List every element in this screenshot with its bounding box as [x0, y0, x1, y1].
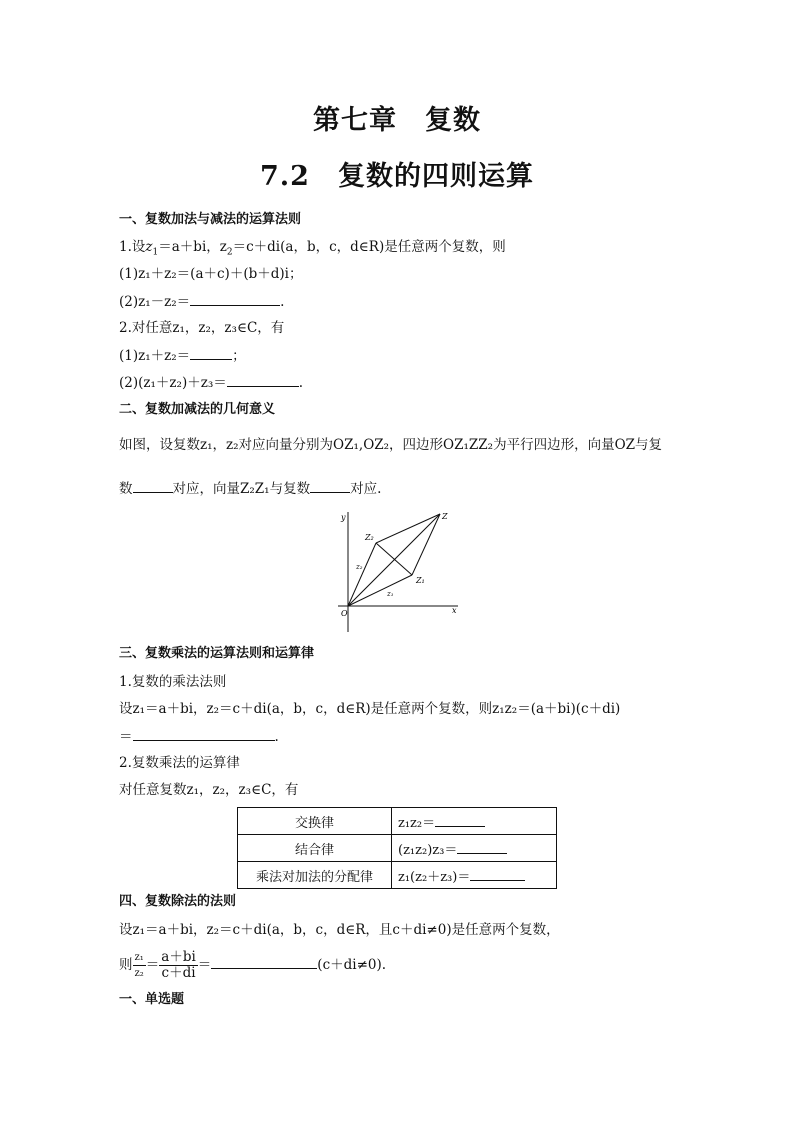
addition-rule: (1)z₁＋z₂＝(a＋c)＋(b＋d)i；: [119, 266, 303, 282]
commutative-addition: [119, 346, 246, 365]
multiplication-rule-title: 1.复数的乘法法则: [119, 674, 227, 690]
answer-blank[interactable]: [211, 955, 317, 969]
text-part: (z₁z₂)z₃＝: [398, 842, 458, 858]
fraction-z1-z2: [133, 950, 146, 981]
multiplication-laws-title: 2.复数乘法的运算律: [119, 755, 240, 771]
table-row: [238, 835, 557, 862]
answer-blank[interactable]: [133, 479, 173, 493]
label-y: y: [341, 513, 346, 522]
denominator: c＋di: [161, 965, 196, 981]
text-part: z₁z₂＝: [398, 815, 436, 831]
text-part: 对应，向量Z₂Z₁与复数: [172, 481, 311, 497]
answer-blank[interactable]: [310, 479, 350, 493]
division-rule: [119, 949, 386, 981]
heading-multiplication: 三、复数乘法的运算法则和运算律: [119, 646, 315, 661]
vector-oz1: [348, 575, 412, 606]
text-part: ＝: [197, 957, 212, 973]
text-part: ＝: [119, 729, 133, 745]
answer-blank[interactable]: [190, 292, 280, 306]
text-part: z₁(z₂＋z₃)＝: [398, 869, 471, 885]
geometric-paragraph-2: [119, 479, 381, 498]
parallelogram-diagram: [330, 507, 465, 632]
text-part: (c＋di≠0).: [317, 957, 387, 973]
answer-blank[interactable]: [435, 813, 485, 827]
numerator: a＋bi: [161, 949, 196, 965]
addition-laws-intro: 2.对任意z₁，z₂，z₃∈C，有: [119, 320, 285, 336]
denominator: z₂: [134, 968, 144, 979]
associative-addition: [119, 373, 303, 392]
geometric-paragraph-1: 如图，设复数z₁，z₂对应向量分别为OZ₁,OZ₂，四边形OZ₁ZZ₂为平行四边形，向量OZ与复: [119, 437, 663, 453]
multiplication-rule: 设z₁＝a＋bi，z₂＝c＋di(a，b，c，d∈R)是任意两个复数，则z₁z₂＝(a＋bi)(c＋di): [119, 701, 621, 717]
diagonal-oz: [348, 514, 440, 606]
subtraction-rule: [119, 292, 284, 311]
table-row: [238, 808, 557, 835]
text-part: ；: [232, 348, 246, 364]
text-part: ＝: [145, 957, 160, 973]
answer-blank[interactable]: [190, 346, 232, 360]
side-z1z: [412, 514, 440, 575]
text-part: (2)z₁－z₂＝: [119, 294, 191, 310]
text-part: (2)(z₁＋z₂)＋z₃＝: [119, 375, 227, 391]
addition-definition: 1.设$z_1=a+bi$，$z_2=c+di(a$，b，c，d∈R)是任意两个复数，则: [119, 239, 506, 258]
law-name: 乘法对加法的分配律: [238, 862, 392, 889]
answer-blank[interactable]: [470, 867, 525, 881]
section-title: 7.2 复数的四则运算: [260, 161, 534, 192]
label-lz1: z₁: [387, 590, 394, 598]
label-z1: Z₁: [416, 576, 425, 585]
text-part: 对应.: [350, 481, 382, 497]
text-part: .: [274, 729, 279, 745]
chapter-title: 第七章 复数: [313, 105, 481, 136]
text-part: 则: [119, 957, 133, 973]
label-o: O: [341, 609, 348, 618]
text-part: ＝a＋bi，z: [158, 239, 227, 255]
division-definition: 设z₁＝a＋bi，z₂＝c＋di(a，b，c，d∈R，且c＋di≠0)是任意两个复数，: [119, 922, 560, 938]
fraction-abi-cdi: [159, 950, 198, 981]
answer-blank[interactable]: [133, 727, 275, 741]
side-z2z: [376, 514, 440, 543]
table-row: [238, 862, 557, 889]
label-z: Z: [442, 512, 448, 521]
text-part: 1.设: [119, 239, 146, 255]
law-name: 交换律: [238, 808, 392, 835]
text-part: .: [298, 375, 304, 391]
text-part: 数: [119, 481, 133, 497]
text-part: .: [280, 294, 285, 310]
heading-division: 四、复数除法的法则: [119, 894, 237, 909]
law-name: 结合律: [238, 835, 392, 862]
law-expression: [392, 862, 557, 889]
answer-blank[interactable]: [457, 840, 507, 854]
text-part: (1)z₁＋z₂＝: [119, 348, 191, 364]
heading-geometric-meaning: 二、复数加减法的几何意义: [119, 402, 276, 417]
text-part: ＝c＋di(a，b，c，d∈R)是任意两个复数，则: [232, 239, 506, 255]
label-lz2: z₂: [356, 563, 363, 571]
label-x: x: [452, 606, 457, 615]
multiplication-result: [119, 727, 279, 746]
label-z2: Z₂: [365, 533, 374, 542]
answer-blank[interactable]: [227, 373, 299, 387]
multiplication-laws-table: [237, 807, 557, 889]
heading-addition-subtraction: 一、复数加法与减法的运算法则: [119, 212, 302, 227]
vector-oz2: [348, 543, 376, 606]
numerator: z₁: [133, 950, 146, 966]
heading-single-choice: 一、单选题: [119, 992, 185, 1007]
law-expression: [392, 835, 557, 862]
multiplication-laws-intro: 对任意复数z₁，z₂，z₃∈C，有: [119, 782, 299, 798]
law-expression: [392, 808, 557, 835]
